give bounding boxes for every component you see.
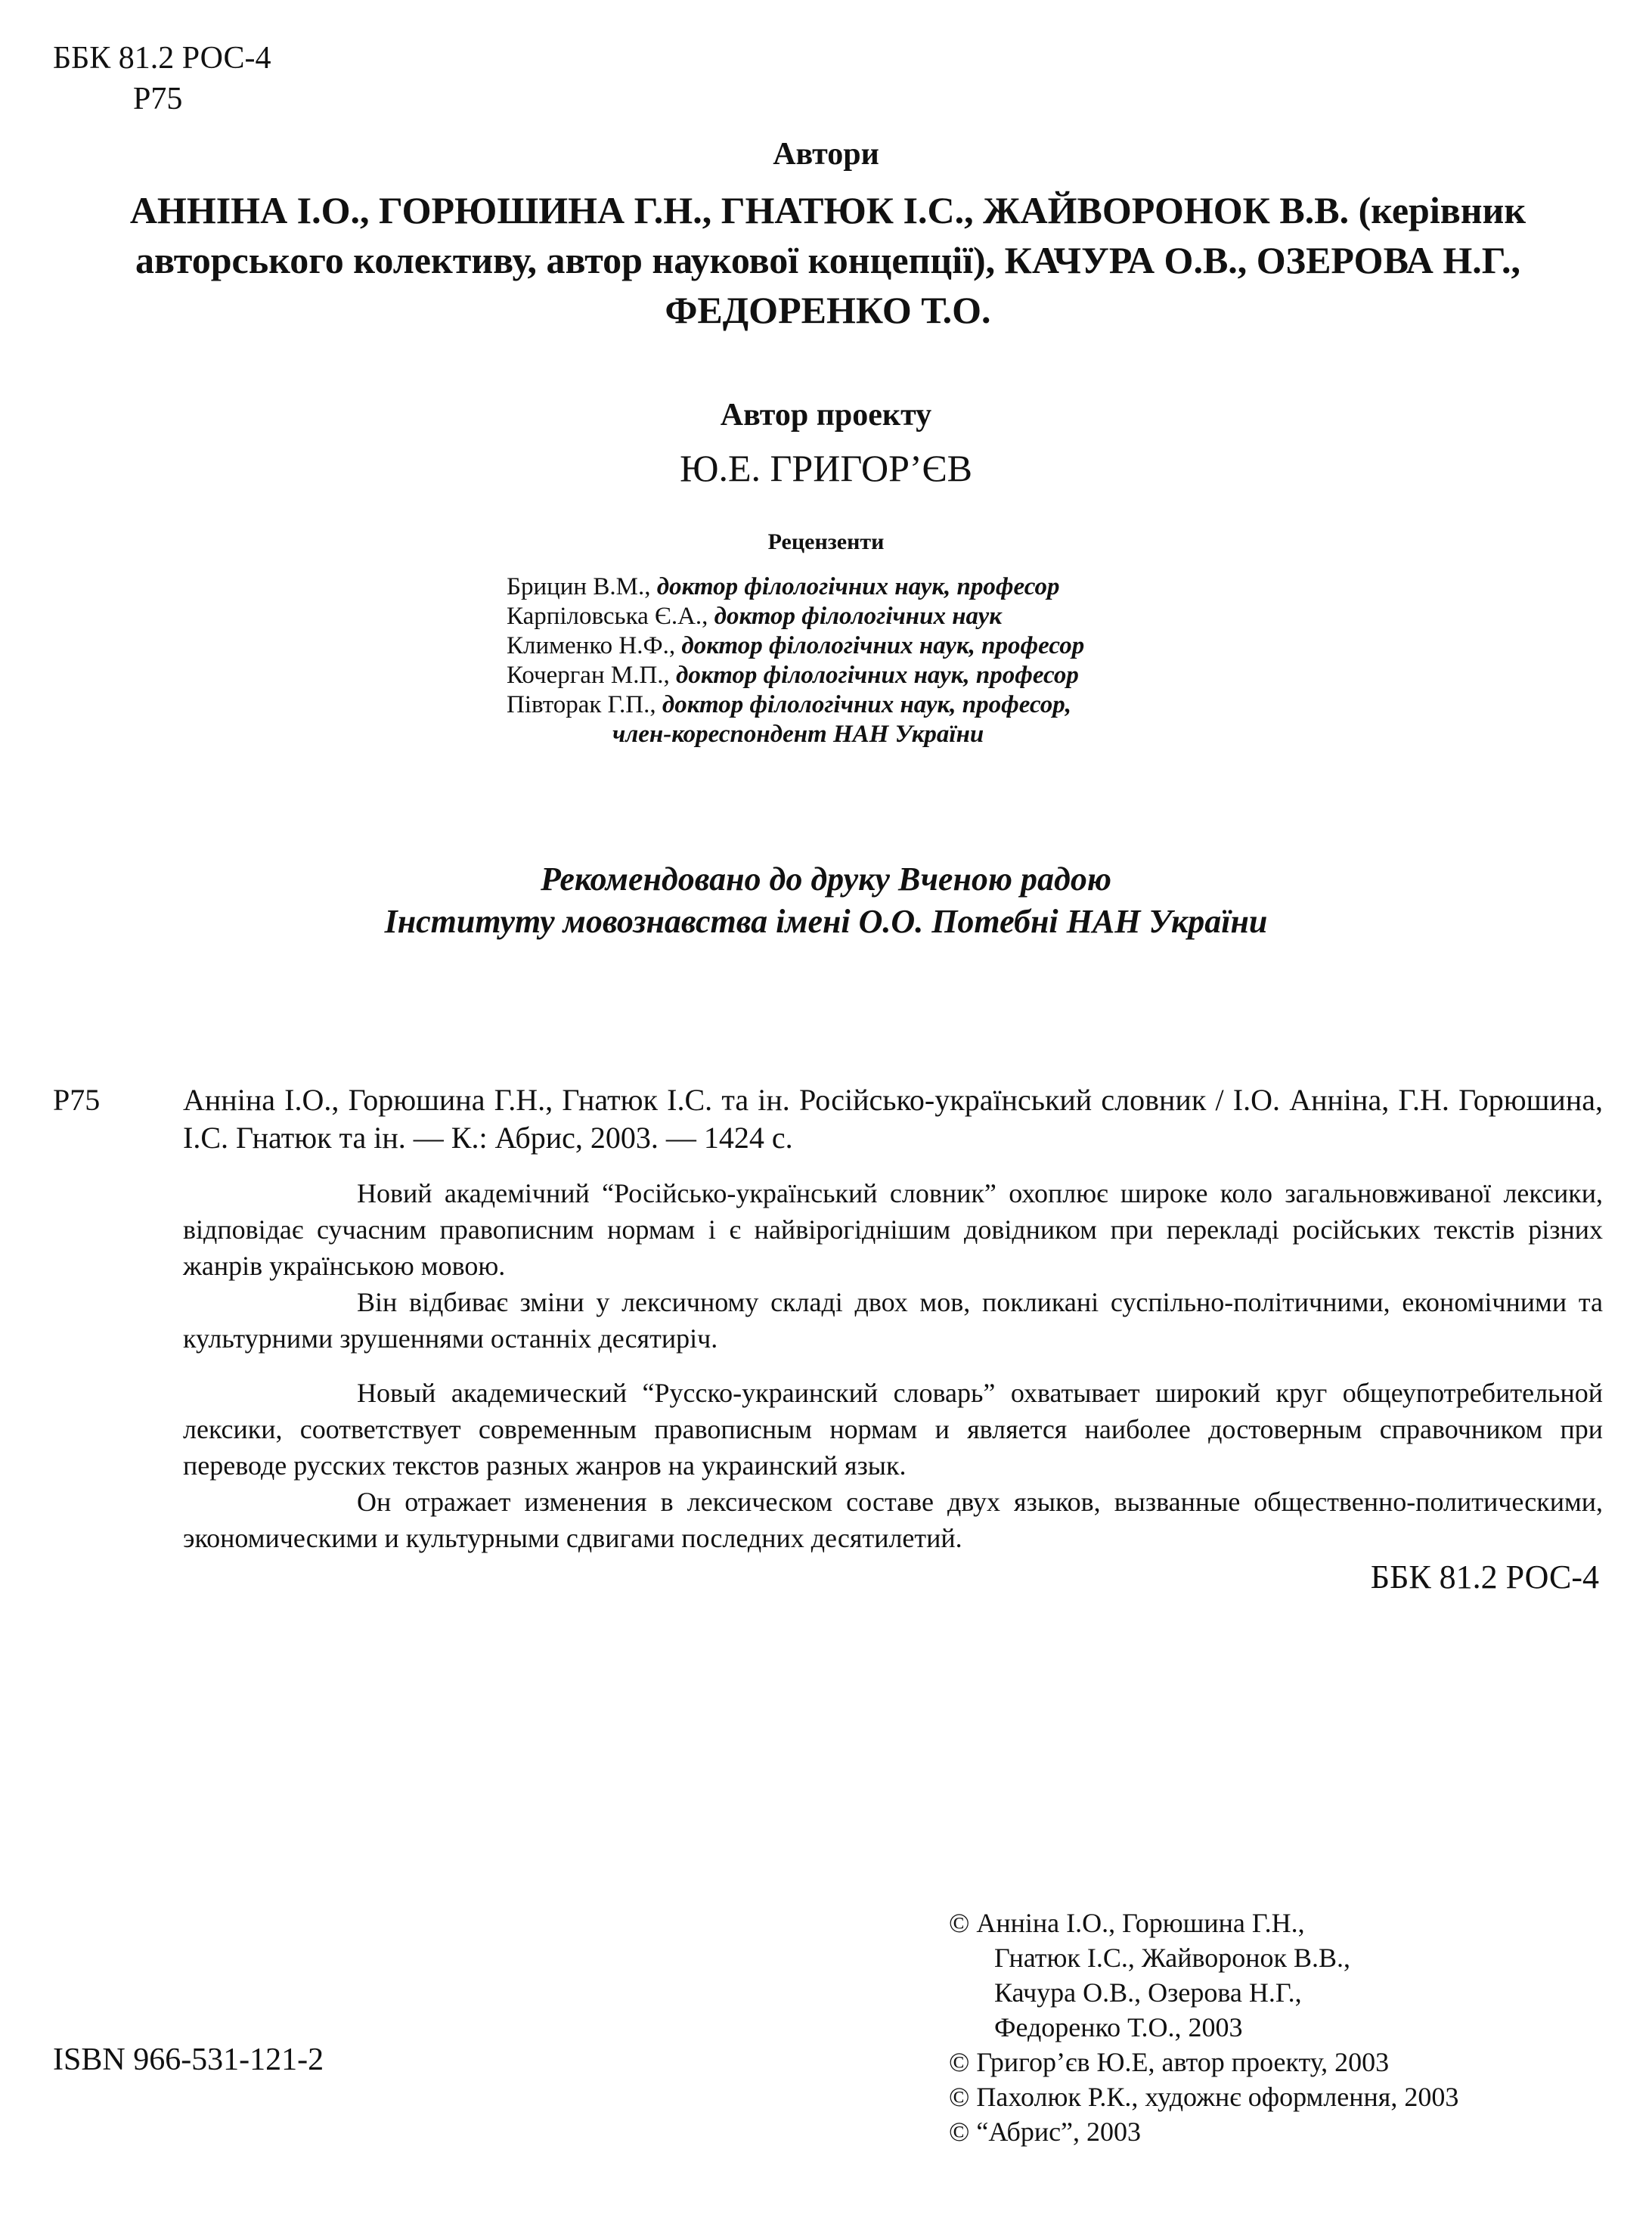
recommendation-line-2: Інституту мовознавства імені О.О. Потебні НАН України	[384, 903, 1268, 940]
copyright-line: © “Абрис”, 2003	[949, 2117, 1142, 2147]
isbn: ISBN 966-531-121-2	[53, 2042, 324, 2077]
reviewer: Кочерган М.П., доктор філологічних наук, професор	[507, 662, 1079, 689]
reviewers-heading: Рецензенти	[767, 529, 885, 554]
bbk-footer: ББК 81.2 РОС-4	[1370, 1558, 1599, 1596]
annotation-ru-1: Новый академический “Русско-украинский словарь” охватывает широкий круг общеупотребительной лексики, соответствует современным правописным нормам и является наиболее достоверным справочником при переводе русских текстов разных жанров на украинский язык.	[183, 1378, 1603, 1481]
annotation-ru-2: Он отражает изменения в лексическом составе двух языков, вызванные общественно-политическими, экономическими и культурными сдвигами последних десятилетий.	[183, 1487, 1603, 1553]
catalog-code: Р75	[53, 1083, 101, 1117]
reviewer: Клименко Н.Ф., доктор філологічних наук, професор	[507, 632, 1085, 659]
copyright-line: © Григор’єв Ю.Е, автор проекту, 2003	[949, 2047, 1390, 2077]
annotation-ua-2: Він відбиває зміни у лексичному складі двох мов, покликані суспільно-політичними, економічними та культурними зрушеннями останніх десятиріч.	[183, 1287, 1603, 1354]
recommendation	[0, 858, 1652, 943]
project-author-heading: Автор проекту	[720, 398, 932, 433]
reviewer: Півторак Г.П., доктор філологічних наук, професор,	[507, 691, 1071, 718]
project-author: Ю.Е. ГРИГОР’ЄВ	[680, 447, 972, 489]
bbk-header	[53, 38, 271, 119]
copyright-line: © Пахолюк Р.К., художнє оформлення, 2003	[949, 2082, 1459, 2112]
reviewer: Брицин В.М., доктор філологічних наук, професор	[507, 573, 1060, 600]
author-mark: Р75	[133, 82, 183, 116]
reviewers-list	[507, 572, 1187, 749]
copyright-line: © Анніна І.О., Горюшина Г.Н.,	[949, 1908, 1305, 1938]
recommendation-line-1: Рекомендовано до друку Вченою радою	[541, 861, 1111, 898]
catalog-entry: Анніна І.О., Горюшина Г.Н., Гнатюк І.С. та ін. Російсько-український словник / І.О. Анніна, Г.Н. Горюшина, І.С. Гнатюк та ін. — К.: Абрис, 2003. — 1424 с.	[183, 1083, 1603, 1155]
bbk-code: ББК 81.2 РОС-4	[53, 41, 271, 76]
copyright-line: Качура О.В., Озерова Н.Г.,	[994, 1977, 1302, 2008]
copyright-block	[949, 1906, 1458, 2149]
catalog-record	[53, 1081, 1603, 1556]
reviewer-extra: член-кореспондент НАН України	[612, 721, 984, 748]
copyright-line: Федоренко Т.О., 2003	[994, 2012, 1243, 2042]
reviewer: Карпіловська Є.А., доктор філологічних наук	[507, 603, 1002, 630]
authors-list: АННІНА І.О., ГОРЮШИНА Г.Н., ГНАТЮК І.С., ЖАЙВОРОНОК В.В. (керівник авторського колективу, автор наукової концепції), КАЧУРА О.В., ОЗЕРОВА Н.Г., ФЕДОРЕНКО Т.О.	[129, 189, 1526, 331]
copyright-line: Гнатюк І.С., Жайворонок В.В.,	[994, 1943, 1351, 1973]
authors-heading: Автори	[773, 137, 879, 172]
annotation-ua-1: Новий академічний “Російсько-український словник” охоплює широке коло загальновживаної лексики, відповідає сучасним правописним нормам і є найвірогіднішим довідником при перекладі російських текстів різних жанрів українською мовою.	[183, 1178, 1603, 1281]
